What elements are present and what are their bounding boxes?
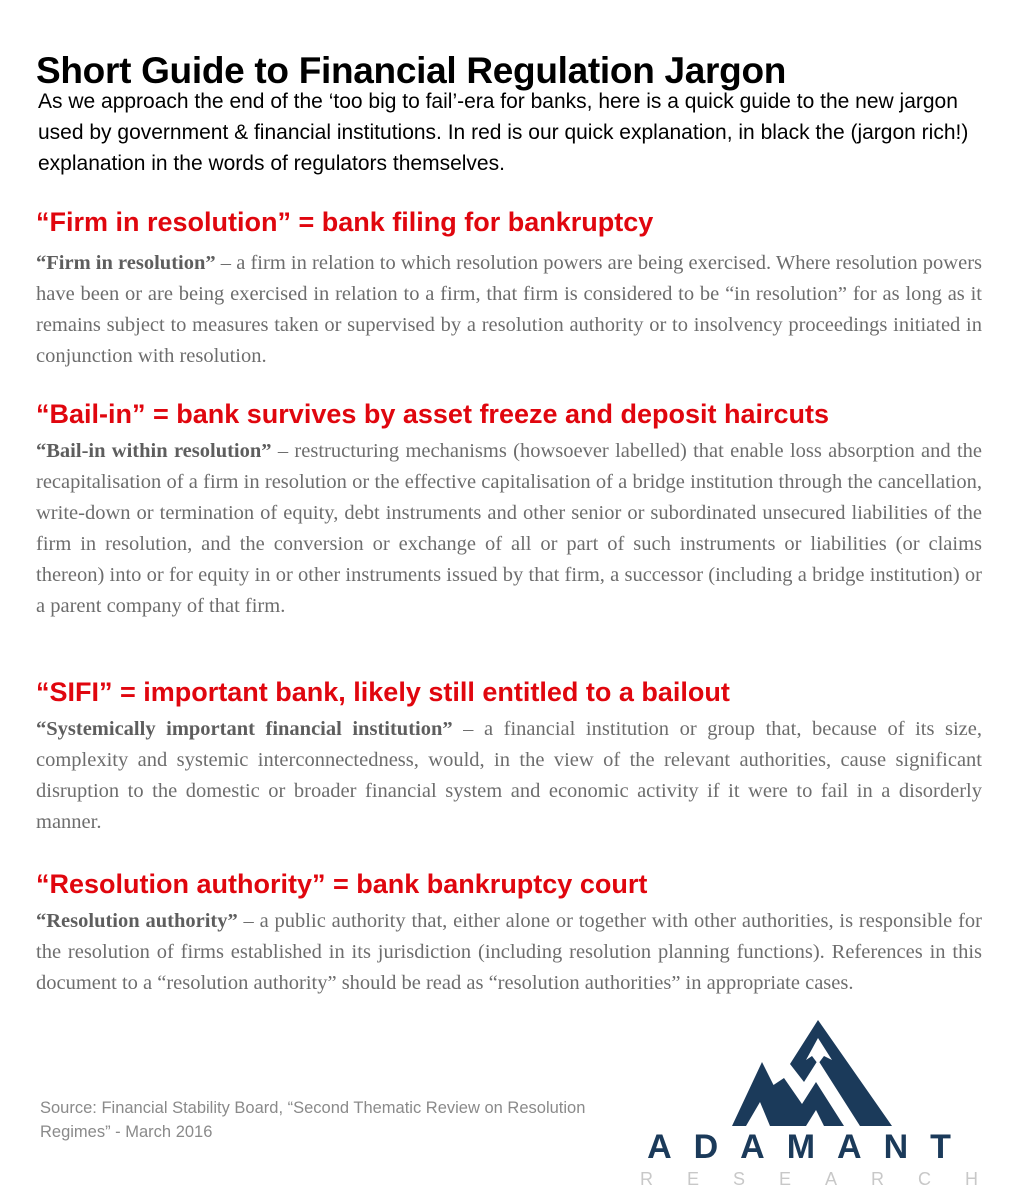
definition-term: “Systemically important financial institution”	[36, 718, 453, 740]
section-definition-bail-in	[36, 436, 982, 622]
definition-text: – a firm in relation to which resolution powers are being exercised. Where resolution powers have been or are being exercised in relation to a firm, that firm is considered to be “in resolution” for as long as it remains subject to measures taken or supervised by a resolution authority or to insolvency proceedings initiated in conjunction with resolution.	[36, 252, 982, 367]
intro-paragraph: As we approach the end of the ‘too big to fail’-era for banks, here is a quick guide to the new jargon used by government & financial institutions. In red is our quick explanation, in black the (jargon rich!) explanation in the words of regulators themselves.	[38, 90, 969, 175]
section-definition-firm-in-resolution	[36, 248, 982, 372]
source-citation: Source: Financial Stability Board, “Second Thematic Review on Resolution Regimes” - March 2016	[40, 1099, 586, 1141]
section-heading-bail-in: “Bail-in” = bank survives by asset freeze and deposit haircuts	[36, 399, 830, 429]
section-heading-firm-in-resolution: “Firm in resolution” = bank filing for bankruptcy	[36, 207, 654, 237]
definition-term: “Firm in resolution”	[36, 252, 216, 274]
definition-term: “Bail-in within resolution”	[36, 440, 272, 462]
section-definition-resolution-authority	[36, 906, 982, 999]
definition-text: – a public authority that, either alone or together with other authorities, is responsible for the resolution of firms established in its jurisdiction (including resolution planning functions). References in this document to a “resolution authority” should be read as “resolution authorities” in appropriate cases.	[36, 910, 982, 994]
definition-term: “Resolution authority”	[36, 910, 238, 932]
section-heading-resolution-authority: “Resolution authority” = bank bankruptcy court	[36, 869, 648, 899]
section-heading-sifi: “SIFI” = important bank, likely still entitled to a bailout	[36, 677, 730, 707]
definition-text: – a financial institution or group that, because of its size, complexity and systemic interconnectedness, would, in the view of the relevant authorities, cause significant disruption to the domestic or broader financial system and economic activity if it were to fail in a disorderly manner.	[36, 718, 982, 833]
logo-name: ADAMANT	[647, 1128, 973, 1166]
mountain-peaks-icon	[732, 1020, 892, 1126]
company-logo	[640, 1020, 1013, 1195]
definition-text: – restructuring mechanisms (howsoever labelled) that enable loss absorption and the recapitalisation of a firm in resolution or the effective capitalisation of a bridge institution through the cancellation, write-down or termination of equity, debt instruments and other senior or subordinated unsecured liabilities of the firm in resolution, and the conversion or exchange of all or part of such instruments or liabilities (or claims thereon) into or for equity in or other instruments issued by that firm, a successor (including a bridge institution) or a parent company of that firm.	[36, 440, 983, 617]
section-definition-sifi	[36, 714, 982, 838]
logo-subtitle: RESEARCH	[640, 1169, 1013, 1189]
page-title: Short Guide to Financial Regulation Jargon	[36, 49, 787, 91]
